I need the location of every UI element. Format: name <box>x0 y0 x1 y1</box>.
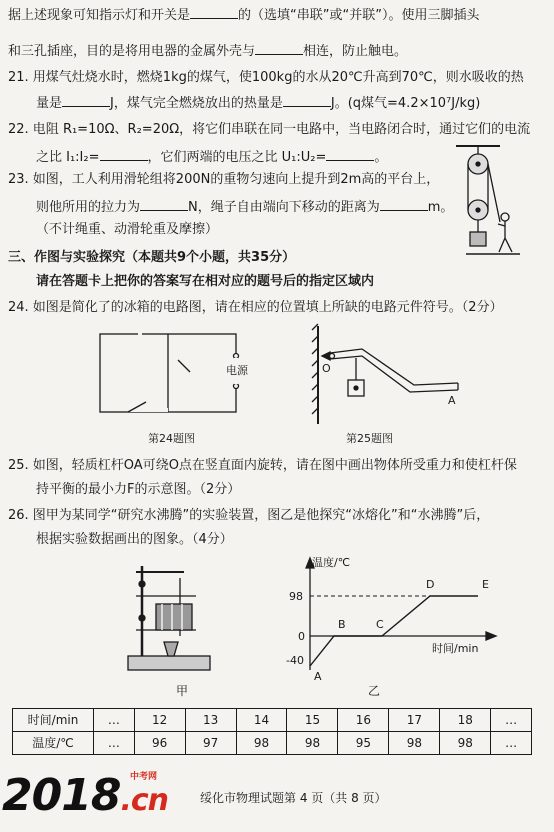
power-source-label: 电源 <box>226 364 248 377</box>
table-cell: 96 <box>134 732 185 755</box>
lever-figure <box>312 324 458 424</box>
q20-line2: 和三孔插座，目的是将用电器的金属外壳与 相连，防止触电。 <box>8 44 408 59</box>
q25-line2: 持平衡的最小力F的示意图。（2分） <box>36 482 241 497</box>
table-cell: 98 <box>287 732 338 755</box>
table-cell: … <box>94 732 135 755</box>
graph-point-D: D <box>426 578 435 591</box>
graph-marks <box>310 596 478 666</box>
data-table <box>12 708 532 755</box>
table-cell: 18 <box>440 709 491 732</box>
figure-jia-label: 甲 <box>176 684 189 698</box>
lever-point-O: O <box>322 362 331 375</box>
q23-note: （不计绳重、动滑轮重及摩擦） <box>36 222 219 237</box>
section-3-note: 请在答题卡上把你的答案写在相对应的题号后的指定区域内 <box>36 274 375 289</box>
table-cell: 15 <box>287 709 338 732</box>
graph-point-E: E <box>482 578 489 591</box>
fig24-caption: 第24题图 <box>148 432 195 445</box>
q20-line1: 据上述现象可知指示灯和开关是 的（选填“串联”或“并联”）。使用三脚插头 <box>8 8 480 23</box>
table-cell: 13 <box>185 709 236 732</box>
table-cell: … <box>491 732 532 755</box>
fig25-caption: 第25题图 <box>346 432 393 445</box>
graph-x-axis-label: 时间/min <box>432 642 479 655</box>
lever-point-A: A <box>448 394 456 407</box>
page-footer: 绥化市物理试题第 4 页（共 8 页） <box>200 791 387 805</box>
q23-line1: 23. 如图，工人利用滑轮组将200N的重物匀速向上提升到2m高的平台上， <box>8 172 440 187</box>
table-cell: 12 <box>134 709 185 732</box>
graph-y-axis-label: 温度/℃ <box>312 556 351 569</box>
q21-line1: 21. 用煤气灶烧水时，燃烧1kg的煤气，使100kg的水从20℃升高到70℃，则水吸收的热 <box>8 70 524 85</box>
table-cell: 98 <box>389 732 440 755</box>
q26-line1: 26. 图甲为某同学“研究水沸腾”的实验装置，图乙是他探究“冰熔化”和“水沸腾”后， <box>8 508 490 523</box>
graph-y-tick-0: 0 <box>298 630 305 643</box>
graph-y-tick-98: 98 <box>289 590 303 603</box>
section-3-heading: 三、作图与实验探究（本题共9个小题，共35分） <box>8 250 296 265</box>
q26-line2: 根据实验数据画出的图象。（4分） <box>36 532 233 547</box>
table-cell: … <box>491 709 532 732</box>
table-cell: 17 <box>389 709 440 732</box>
graph-point-C: C <box>376 618 384 631</box>
q21-line2: 量是 J，煤气完全燃烧放出的热量是 J。(q煤气=4.2×10⁷J/kg) <box>36 96 481 111</box>
pulley-system-figure <box>456 146 520 254</box>
table-cell: … <box>94 709 135 732</box>
graph-series-line <box>310 596 478 666</box>
fridge-circuit-figure <box>100 330 239 412</box>
boiling-apparatus-figure <box>128 566 210 670</box>
watermark-logo: 2018.cn <box>2 770 169 821</box>
table-cell: 98 <box>236 732 287 755</box>
table-cell: 14 <box>236 709 287 732</box>
q23-line2: 则他所用的拉力为 N，绳子自由端向下移动的距离为 m。 <box>36 200 454 215</box>
table-cell: 97 <box>185 732 236 755</box>
table-cell: 16 <box>338 709 389 732</box>
table-row-temp <box>13 732 532 755</box>
table-header-temp: 温度/℃ <box>13 732 94 755</box>
table-row-time <box>13 709 532 732</box>
watermark-small: 中考网 <box>130 772 158 782</box>
table-cell: 98 <box>440 732 491 755</box>
figure-yi-label: 乙 <box>368 684 381 698</box>
q24-text: 24. 如图是简化了的冰箱的电路图，请在相应的位置填上所缺的电路元件符号。（2分） <box>8 300 503 315</box>
graph-point-A: A <box>314 670 322 683</box>
q25-line1: 25. 如图，轻质杠杆OA可绕O点在竖直面内旋转，请在图中画出物体所受重力和使杠杆保 <box>8 458 517 473</box>
q22-line2: 之比 I₁:I₂= ，它们两端的电压之比 U₁:U₂= 。 <box>36 150 388 165</box>
table-header-time: 时间/min <box>13 709 94 732</box>
q22-line1: 22. 电阻 R₁=10Ω、R₂=20Ω，将它们串联在同一电路中，当电路闭合时，通过它们的电流 <box>8 122 531 137</box>
table-cell: 95 <box>338 732 389 755</box>
graph-point-B: B <box>338 618 346 631</box>
graph-y-tick-minus40: -40 <box>286 654 304 667</box>
